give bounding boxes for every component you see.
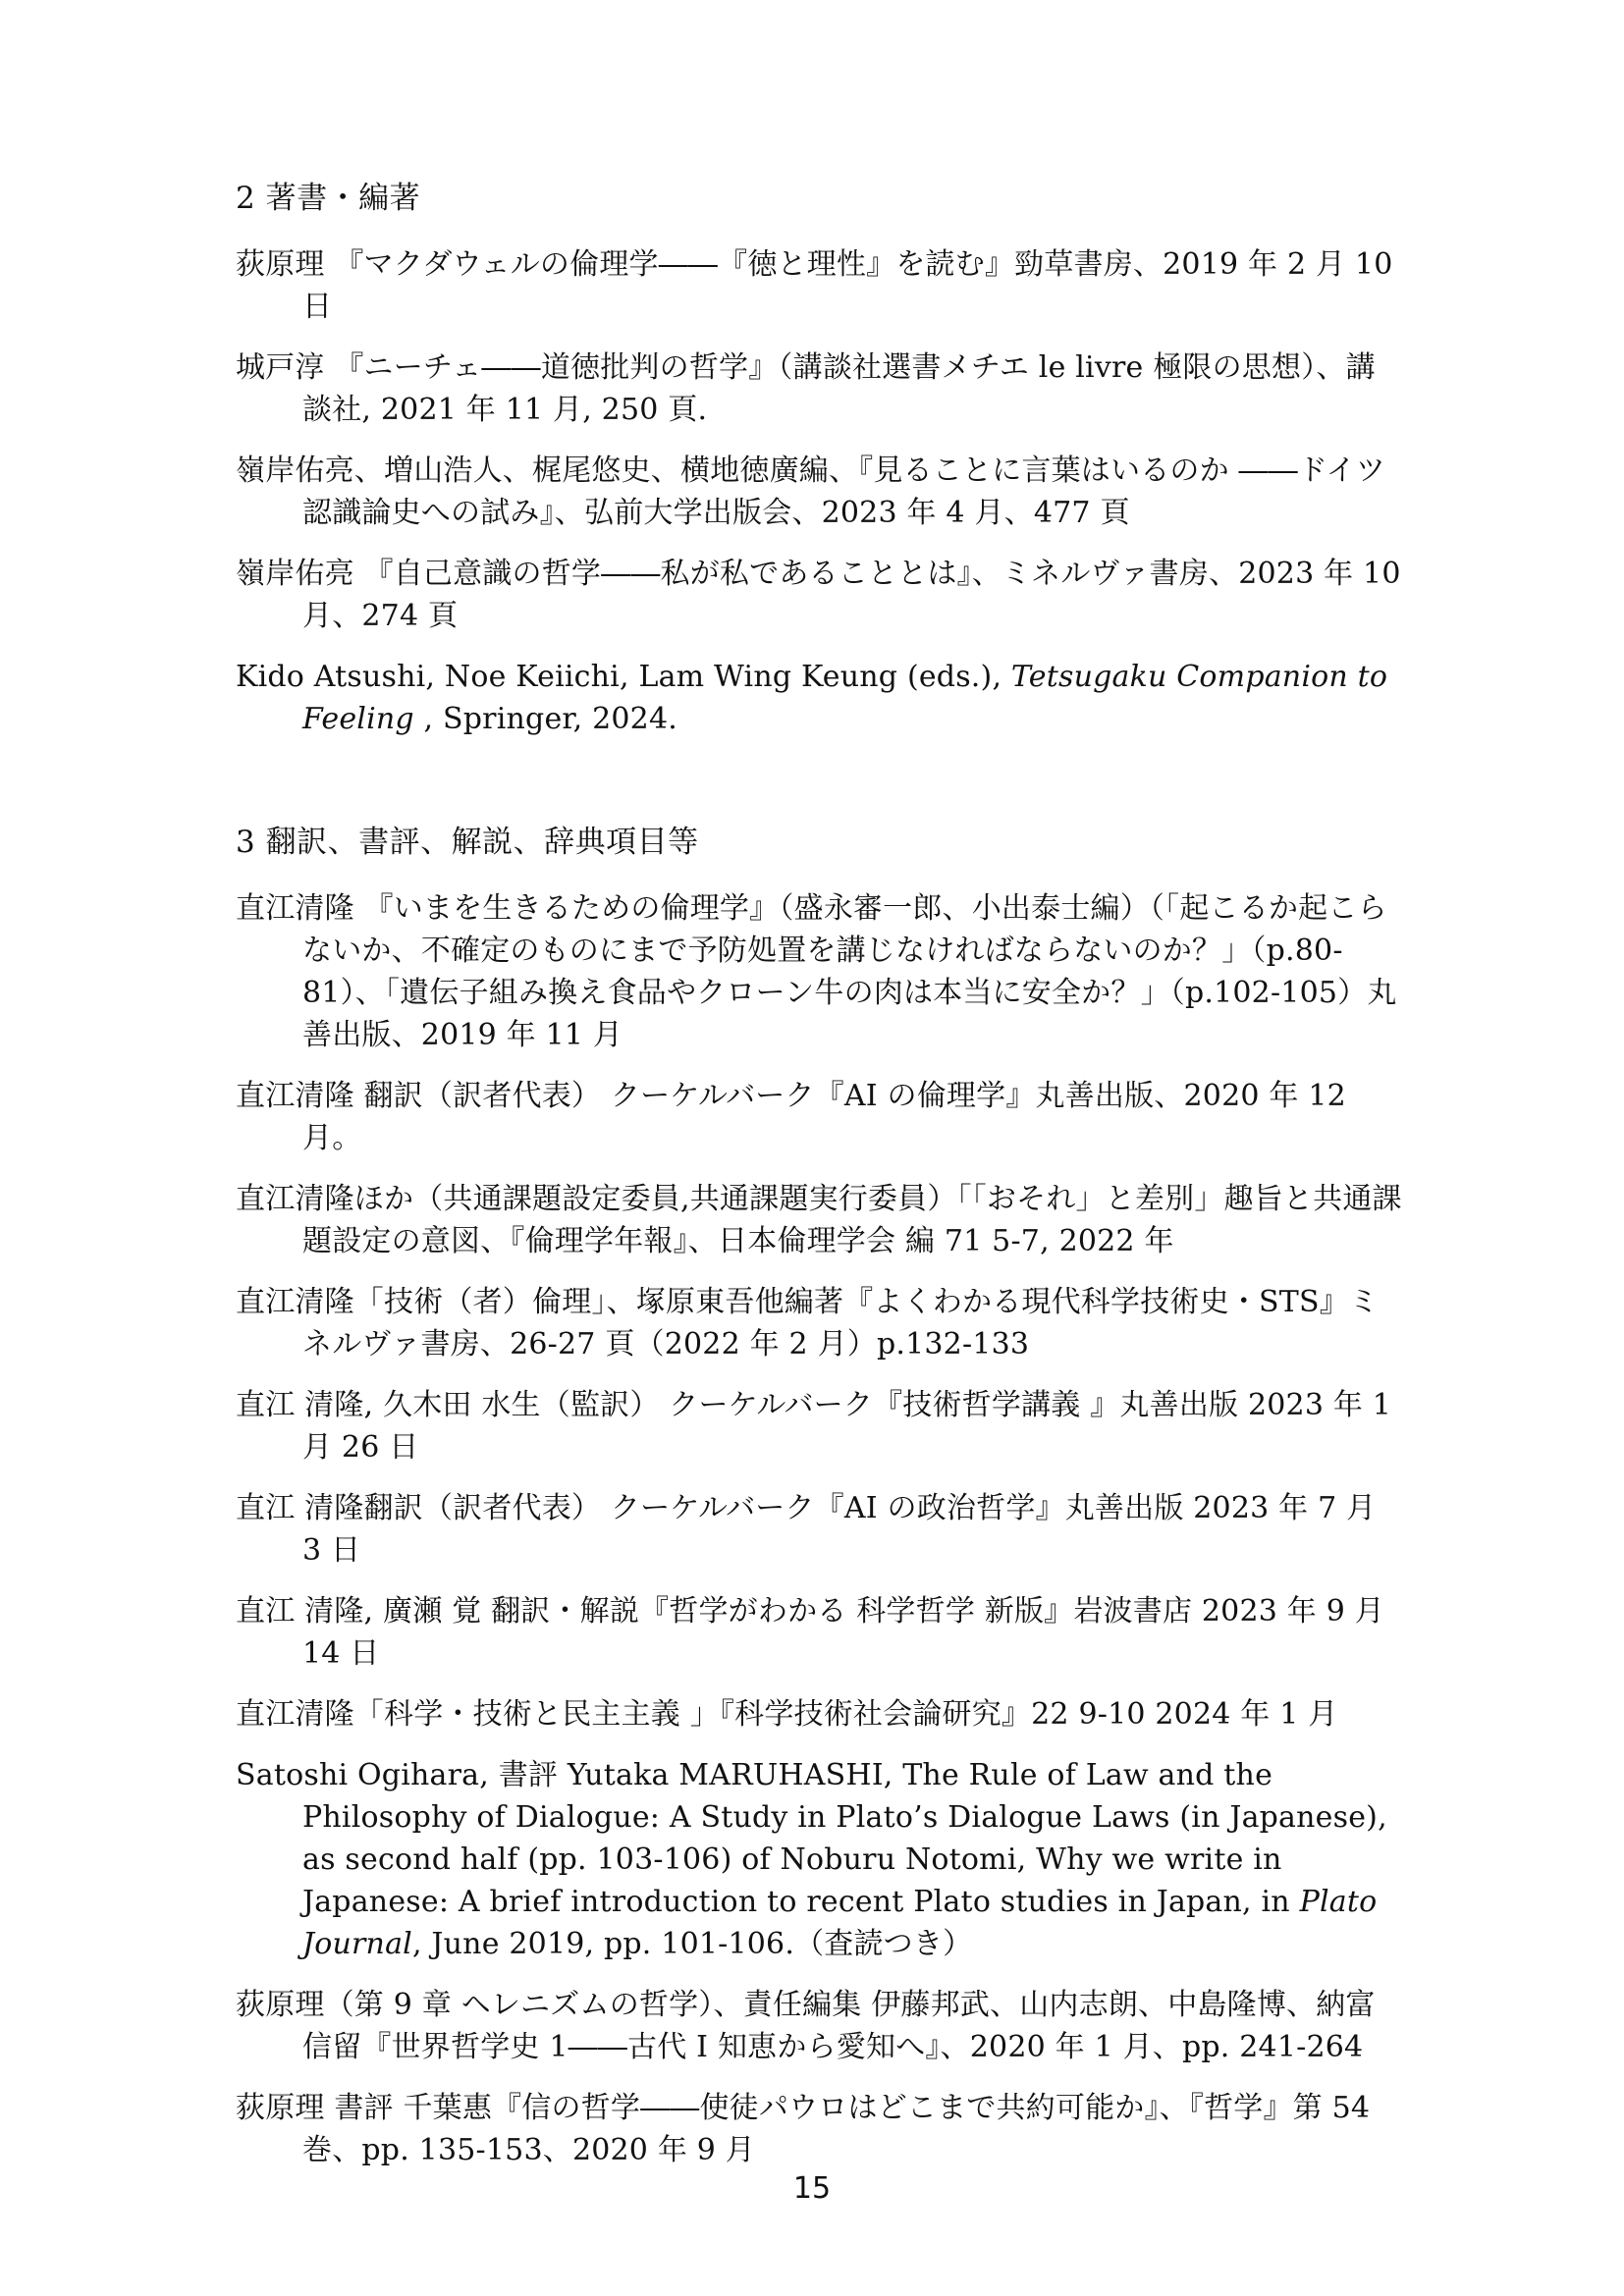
translation-entry-9-details: , June 2019, pp. 101-106.（査読つき） <box>411 1927 973 1961</box>
translation-entry-4: 直江清隆「技術（者）倫理」、塚原東吾他編著『よくわかる現代科学技術史・STS』ミネルヴァ書房、26-27 頁（2022 年 2 月）p.132-133 <box>236 1285 1380 1362</box>
section-heading-translations: 3 翻訳、書評、解説、辞典項目等 <box>236 825 699 860</box>
section-translations <box>236 821 1404 2171</box>
book-entry-2: 城戸淳 『ニーチェ――道徳批判の哲学』（講談社選書メチエ le livre 極限の思想）、講談社, 2021 年 11 月, 250 頁. <box>236 350 1376 427</box>
book-entry-5-publisher: , Springer, 2024. <box>413 702 677 736</box>
translation-entry-10: 荻原理（第 9 章 ヘレニズムの哲学）、責任編集 伊藤邦武、山内志朗、中島隆博、納富信留『世界哲学史 1――古代 I 知恵から愛知へ』、2020 年 1 月、pp. 241-264 <box>236 1988 1376 2064</box>
book-entry-5-authors: Kido Atsushi, Noe Keiichi, Lam Wing Keung (eds.), <box>236 660 1011 694</box>
section-books <box>236 177 1404 740</box>
book-entry-5 <box>236 656 1404 740</box>
translation-entry-7: 直江 清隆, 廣瀬 覚 翻訳・解説『哲学がわかる 科学哲学 新版』岩波書店 2023 年 9 月 14 日 <box>236 1594 1384 1671</box>
translation-entry-5: 直江 清隆, 久木田 水生（監訳） クーケルバーク『技術哲学講義 』丸善出版 2023 年 1 月 26 日 <box>236 1388 1392 1465</box>
translation-entry-11: 荻原理 書評 千葉惠『信の哲学――使徒パウロはどこまで共約可能か』、『哲学』第 54 巻、pp. 135-153、2020 年 9 月 <box>236 2091 1371 2167</box>
book-entry-1: 荻原理 『マクダウェルの倫理学――『徳と理性』を読む』勁草書房、2019 年 2 月 10 日 <box>236 247 1393 324</box>
translation-entry-9-journal: Plato Journal <box>302 1885 1378 1961</box>
translation-entry-2: 直江清隆 翻訳（訳者代表） クーケルバーク『AI の倫理学』丸善出版、2020 年 12 月。 <box>236 1079 1346 1155</box>
translation-entry-9-text: Satoshi Ogihara, 書評 Yutaka MARUHASHI, The Rule of Law and the Philosophy of Dialogue: A Study in Plato’s Dialogue Laws (in Japanese), as second half (pp. 103-106) of Noburu Notomi, Why we write in Japanese: A brief introduction to recent Plato studies in Japan, in <box>236 1758 1387 1919</box>
translation-entry-3: 直江清隆ほか（共通課題設定委員,共通課題実行委員）「「おそれ」と差別」趣旨と共通課題設定の意図、『倫理学年報』、日本倫理学会 編 71 5-7, 2022 年 <box>236 1182 1402 1258</box>
translation-entry-8: 直江清隆「科学・技術と民主主義 」『科学技術社会論研究』22 9-10 2024 年 1 月 <box>236 1697 1338 1732</box>
book-entry-3: 嶺岸佑亮、増山浩人、梶尾悠史、横地徳廣編、『見ることに言葉はいるのか ――ドイツ認識論史への試み』、弘前大学出版会、2023 年 4 月、477 頁 <box>236 454 1386 530</box>
document-page <box>236 177 1404 2171</box>
book-entry-4: 嶺岸佑亮 『自己意識の哲学――私が私であることとは』、ミネルヴァ書房、2023 年 10 月、274 頁 <box>236 557 1401 633</box>
translation-entry-9 <box>236 1754 1404 1965</box>
section-heading-books: 2 著書・編著 <box>236 181 421 216</box>
translation-entry-6: 直江 清隆翻訳（訳者代表） クーケルバーク『AI の政治哲学』丸善出版 2023 年 7 月 3 日 <box>236 1491 1377 1568</box>
page-number: 15 <box>792 2171 832 2206</box>
translation-entry-1: 直江清隆 『いまを生きるための倫理学』（盛永審一郎、小出泰士編）（「起こるか起こらないか、不確定のものにまで予防処置を講じなければならないのか？」（p.80-81）、「遺伝子組み換え食品やクローン牛の肉は本当に安全か？」（p.102-105）丸善出版、2019 年 11 月 <box>236 891 1397 1052</box>
book-entry-5-title: Tetsugaku Companion to Feeling <box>302 660 1388 736</box>
